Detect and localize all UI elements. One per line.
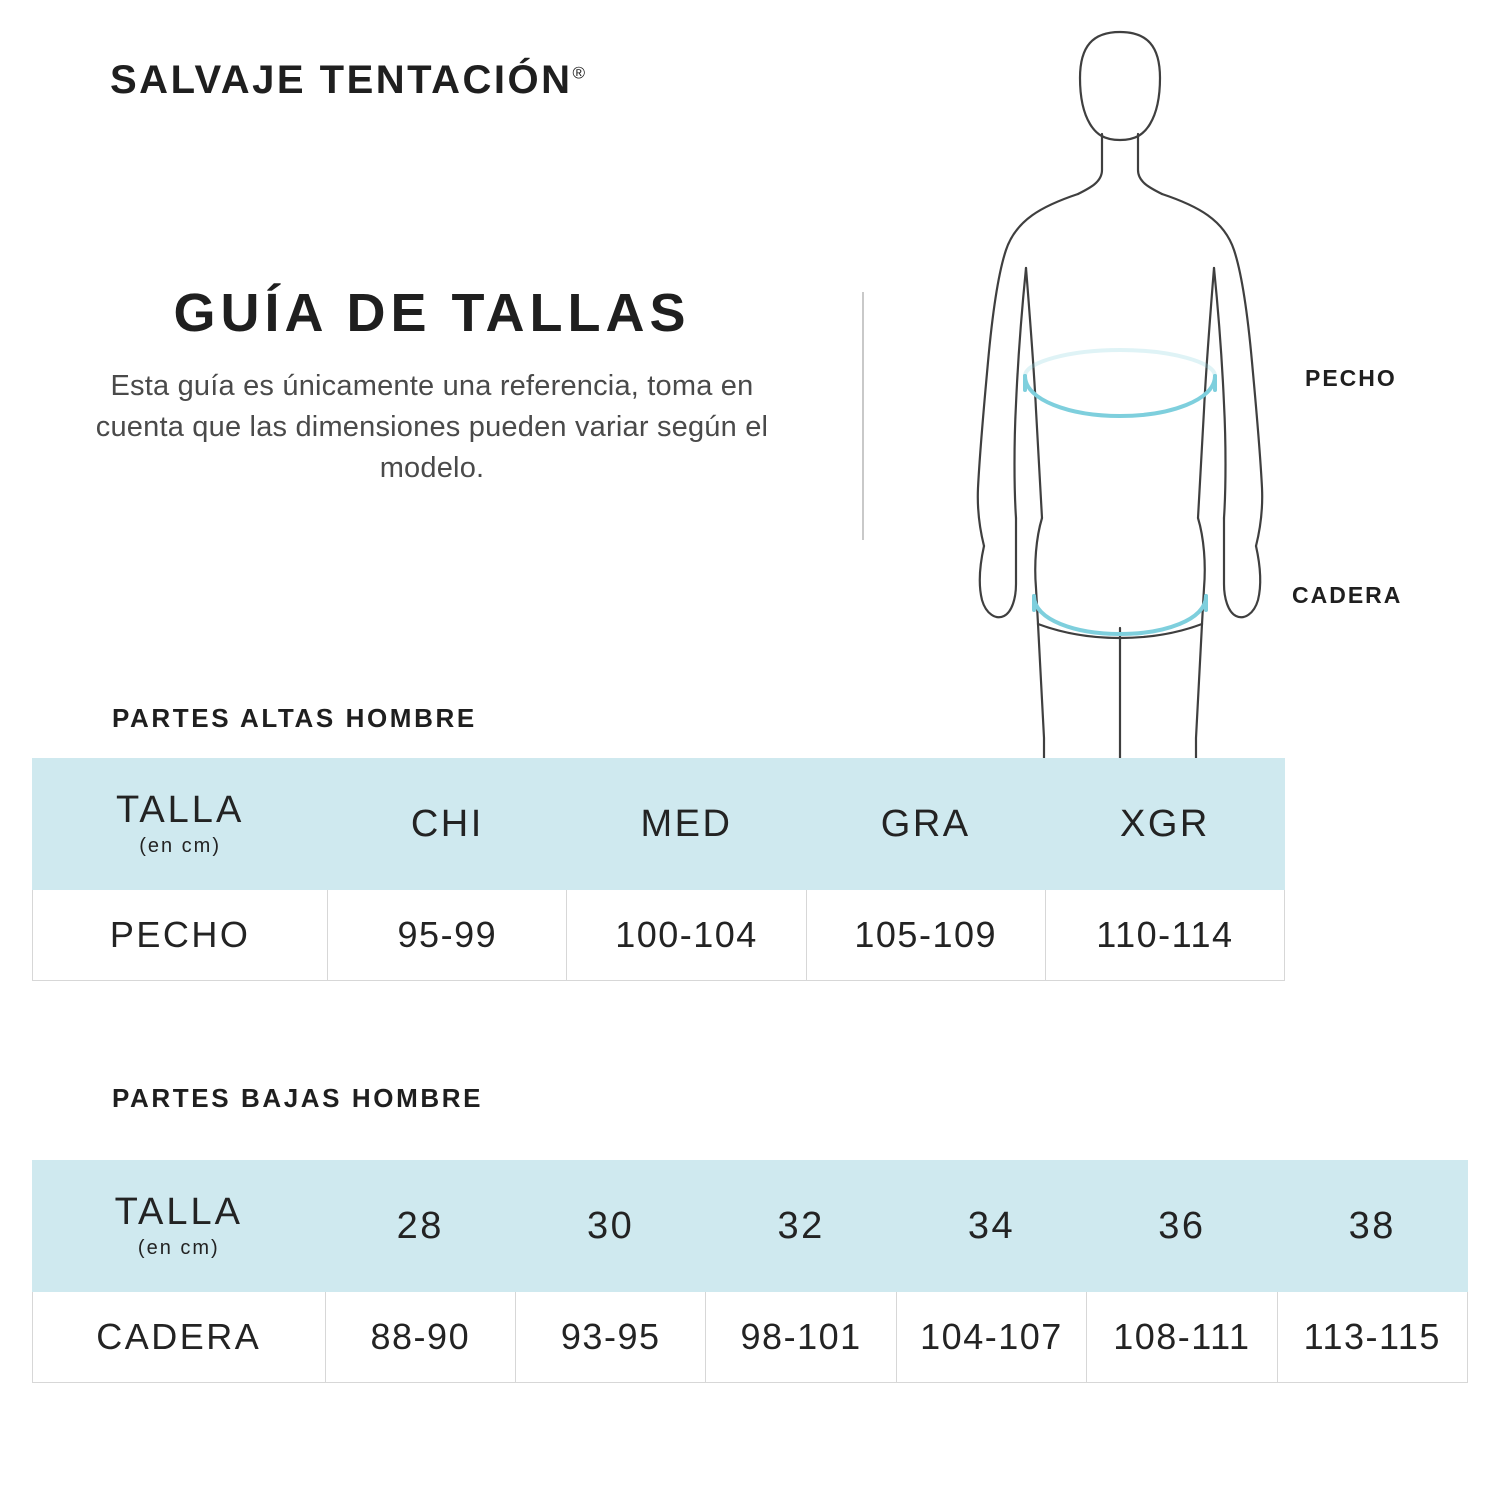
section-title-lower: PARTES BAJAS HOMBRE: [112, 1083, 484, 1113]
vertical-divider: [862, 292, 864, 540]
label-pecho: PECHO: [1305, 365, 1397, 391]
table-row: [33, 890, 1285, 981]
header-talla-sub: (en cm): [137, 1237, 220, 1260]
header-talla-label: TALLA: [115, 788, 245, 831]
section-title-upper: PARTES ALTAS HOMBRE: [112, 703, 477, 733]
brand-wordmark: [110, 58, 585, 103]
label-cadera: CADERA: [1292, 582, 1403, 608]
table-partes-altas-hombre: [32, 758, 1285, 981]
cell-pecho-chi: 95-99: [328, 890, 567, 981]
cell-cadera-30: 93-95: [516, 1292, 706, 1383]
header-talla-sub: (en cm): [139, 835, 222, 858]
cell-cadera-36: 108-111: [1087, 1292, 1277, 1383]
table-header-row: [33, 1161, 1468, 1292]
header-size-32: 32: [706, 1161, 896, 1292]
chest-measure-band: [1025, 350, 1215, 416]
body-outline-icon: [930, 18, 1310, 758]
page-title: GUÍA DE TALLAS: [173, 283, 691, 343]
intro-text: Esta guía es únicamente una referencia, toma en cuenta que las dimensiones pueden variar según el modelo.: [95, 370, 769, 485]
header-talla: [33, 1161, 326, 1292]
header-size-xgr: XGR: [1045, 759, 1284, 890]
header-size-chi: CHI: [328, 759, 567, 890]
header-talla: [33, 759, 328, 890]
cell-pecho-xgr: 110-114: [1045, 890, 1284, 981]
intro-block: [72, 282, 792, 490]
table-header-row: [33, 759, 1285, 890]
male-body-figure: [930, 18, 1310, 758]
cell-pecho-gra: 105-109: [806, 890, 1045, 981]
header-size-30: 30: [516, 1161, 706, 1292]
header-size-36: 36: [1087, 1161, 1277, 1292]
brand-name: SALVAJE TENTACIÓN: [110, 58, 573, 102]
cell-pecho-med: 100-104: [567, 890, 806, 981]
registered-mark: ®: [572, 63, 586, 83]
table-partes-bajas-hombre: [32, 1160, 1468, 1383]
header-size-med: MED: [567, 759, 806, 890]
table-row: [33, 1292, 1468, 1383]
cell-cadera-28: 88-90: [325, 1292, 515, 1383]
cell-cadera-38: 113-115: [1277, 1292, 1467, 1383]
header-size-38: 38: [1277, 1161, 1467, 1292]
row-label-pecho: PECHO: [33, 890, 328, 981]
header-size-34: 34: [896, 1161, 1086, 1292]
header-talla-label: TALLA: [114, 1190, 243, 1233]
cell-cadera-34: 104-107: [896, 1292, 1086, 1383]
header-size-gra: GRA: [806, 759, 1045, 890]
cell-cadera-32: 98-101: [706, 1292, 896, 1383]
header-size-28: 28: [325, 1161, 515, 1292]
row-label-cadera: CADERA: [33, 1292, 326, 1383]
